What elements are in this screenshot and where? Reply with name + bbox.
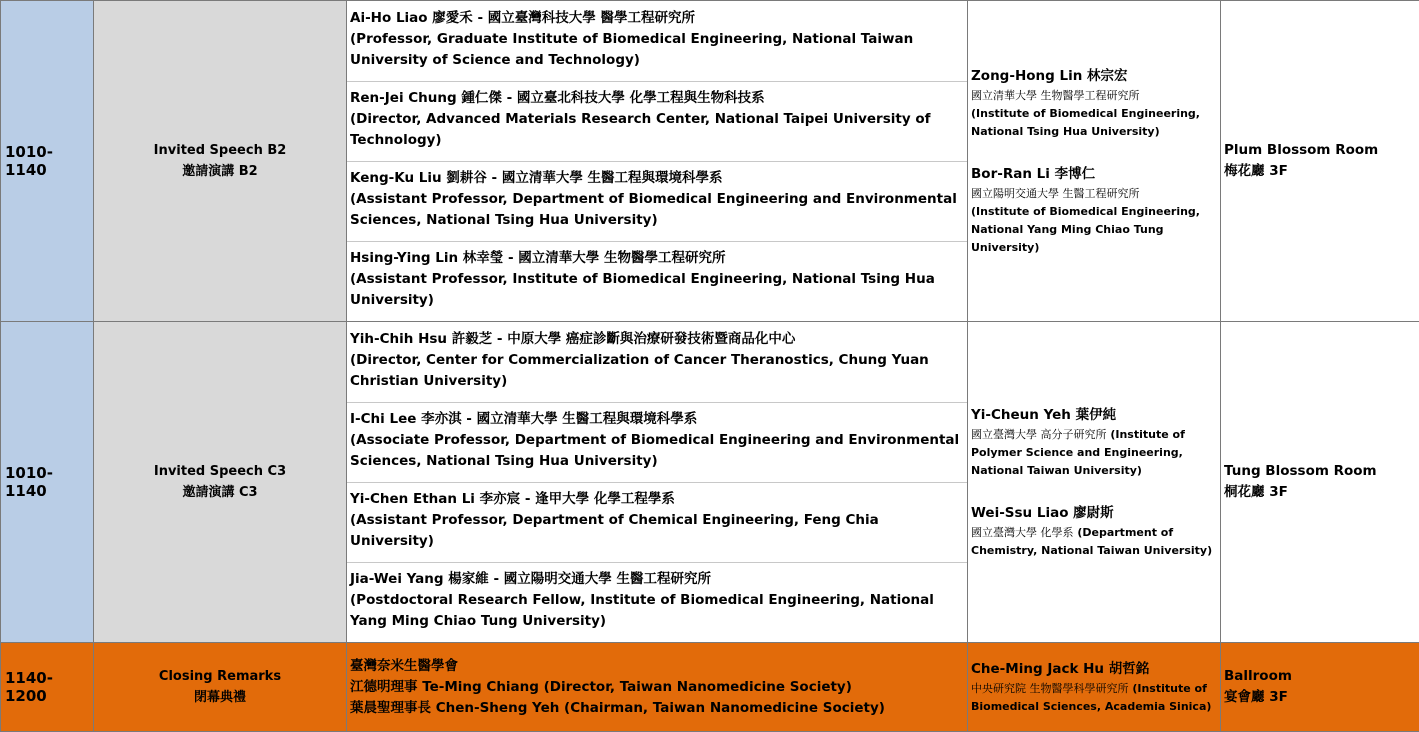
moderator-affiliation-en: (Institute of Biomedical Engineering, National Yang Ming Chiao Tung University)	[971, 205, 1200, 254]
closing-row	[1, 643, 1419, 732]
speaker-name: I-Chi Lee 李亦淇 - 國立清華大學 生醫工程與環境科學系	[350, 409, 963, 430]
room-name-zh: 桐花廳 3F	[1224, 482, 1419, 503]
moderator-affiliation	[971, 426, 1220, 480]
speaker-title: (Professor, Graduate Institute of Biomedical Engineering, National Taiwan University of Science and Technology)	[350, 29, 963, 71]
speaker-name: Yi-Chen Ethan Li 李亦宸 - 逢甲大學 化學工程學系	[350, 489, 963, 510]
speaker-title: (Postdoctoral Research Fellow, Institute of Biomedical Engineering, National Yang Ming Chiao Tung University)	[350, 590, 963, 632]
session-row-c3	[1, 322, 1419, 643]
moderators-cell	[968, 322, 1221, 643]
time-slot: 1010-1140	[1, 322, 94, 643]
room-cell	[1221, 1, 1419, 322]
moderator-affiliation-zh: 中央研究院 生物醫學科學研究所	[971, 682, 1129, 695]
moderator-affiliation-zh: 國立臺灣大學 化學系	[971, 526, 1074, 539]
speaker-entry	[347, 161, 967, 241]
session-title-en: Invited Speech B2	[94, 140, 346, 161]
moderator-name: Zong-Hong Lin 林宗宏	[971, 65, 1220, 87]
room-name-zh: 宴會廳 3F	[1224, 687, 1419, 708]
room-name-en: Tung Blossom Room	[1224, 461, 1419, 482]
speaker-entry	[347, 241, 967, 321]
moderator-affiliation	[971, 680, 1220, 716]
moderators-cell	[968, 643, 1221, 732]
moderator-name: Wei-Ssu Liao 廖尉斯	[971, 502, 1220, 524]
speaker-title: (Assistant Professor, Department of Biomedical Engineering and Environmental Sciences, National Tsing Hua University)	[350, 189, 963, 231]
speaker-title: (Assistant Professor, Department of Chemical Engineering, Feng Chia University)	[350, 510, 963, 552]
moderator-name: Bor-Ran Li 李博仁	[971, 163, 1220, 185]
time-slot: 1010-1140	[1, 1, 94, 322]
speaker-title: (Director, Center for Commercialization of Cancer Theranostics, Chung Yuan Christian University)	[350, 350, 963, 392]
closing-line: 江德明理事 Te-Ming Chiang (Director, Taiwan Nanomedicine Society)	[350, 677, 963, 698]
moderator-entry	[971, 163, 1220, 257]
moderator-name: Yi-Cheun Yeh 葉伊純	[971, 404, 1220, 426]
room-name-en: Plum Blossom Room	[1224, 140, 1419, 161]
moderator-affiliation-en: (Institute of Biomedical Sciences, Academia Sinica)	[971, 682, 1211, 713]
moderator-affiliation	[971, 185, 1220, 257]
moderators-cell	[968, 1, 1221, 322]
closing-line: 葉晨聖理事長 Chen-Sheng Yeh (Chairman, Taiwan Nanomedicine Society)	[350, 698, 963, 719]
speaker-entry	[347, 482, 967, 562]
speaker-title: (Director, Advanced Materials Research Center, National Taipei University of Technology)	[350, 109, 963, 151]
moderator-affiliation-en: (Institute of Polymer Science and Engineering, National Taiwan University)	[971, 428, 1185, 477]
moderator-affiliation-en: (Department of Chemistry, National Taiwan University)	[971, 526, 1212, 557]
speaker-name: Ren-Jei Chung 鍾仁傑 - 國立臺北科技大學 化學工程與生物科技系	[350, 88, 963, 109]
session-title-zh: 邀請演講 B2	[94, 161, 346, 182]
moderator-entry	[971, 65, 1220, 141]
moderator-affiliation	[971, 524, 1220, 560]
speaker-entry	[347, 402, 967, 482]
moderator-affiliation-zh: 國立清華大學 生物醫學工程研究所	[971, 89, 1140, 102]
time-slot: 1140-1200	[1, 643, 94, 732]
moderator-affiliation-zh: 國立陽明交通大學 生醫工程研究所	[971, 187, 1140, 200]
room-name-zh: 梅花廳 3F	[1224, 161, 1419, 182]
speaker-title: (Associate Professor, Department of Biomedical Engineering and Environmental Sciences, National Tsing Hua University)	[350, 430, 963, 472]
speakers-cell	[347, 1, 968, 322]
session-row-b2	[1, 1, 1419, 322]
speaker-name: Yih-Chih Hsu 許毅芝 - 中原大學 癌症診斷與治療研發技術暨商品化中心	[350, 329, 963, 350]
closing-speakers-cell	[347, 643, 968, 732]
room-name-en: Ballroom	[1224, 666, 1419, 687]
speaker-entry	[347, 1, 967, 81]
speaker-entry	[347, 562, 967, 642]
moderator-affiliation-en: (Institute of Biomedical Engineering, National Tsing Hua University)	[971, 107, 1200, 138]
moderator-name: Che-Ming Jack Hu 胡哲銘	[971, 658, 1220, 680]
session-title-en: Closing Remarks	[94, 666, 346, 687]
speaker-entry	[347, 322, 967, 402]
speaker-entry	[347, 81, 967, 161]
room-cell	[1221, 643, 1419, 732]
session-title-zh: 邀請演講 C3	[94, 482, 346, 503]
session-title-zh: 閉幕典禮	[94, 687, 346, 708]
moderator-entry	[971, 502, 1220, 560]
speaker-title: (Assistant Professor, Institute of Biomedical Engineering, National Tsing Hua University)	[350, 269, 963, 311]
moderator-entry	[971, 404, 1220, 480]
room-cell	[1221, 322, 1419, 643]
session-title	[94, 322, 347, 643]
session-title	[94, 1, 347, 322]
speaker-name: Hsing-Ying Lin 林幸瑩 - 國立清華大學 生物醫學工程研究所	[350, 248, 963, 269]
speaker-name: Jia-Wei Yang 楊家維 - 國立陽明交通大學 生醫工程研究所	[350, 569, 963, 590]
session-title	[94, 643, 347, 732]
session-title-en: Invited Speech C3	[94, 461, 346, 482]
moderator-affiliation-zh: 國立臺灣大學 高分子研究所	[971, 428, 1107, 441]
speaker-name: Ai-Ho Liao 廖愛禾 - 國立臺灣科技大學 醫學工程研究所	[350, 8, 963, 29]
speakers-cell	[347, 322, 968, 643]
speaker-name: Keng-Ku Liu 劉耕谷 - 國立清華大學 生醫工程與環境科學系	[350, 168, 963, 189]
moderator-affiliation	[971, 87, 1220, 141]
closing-line: 臺灣奈米生醫學會	[350, 656, 963, 677]
